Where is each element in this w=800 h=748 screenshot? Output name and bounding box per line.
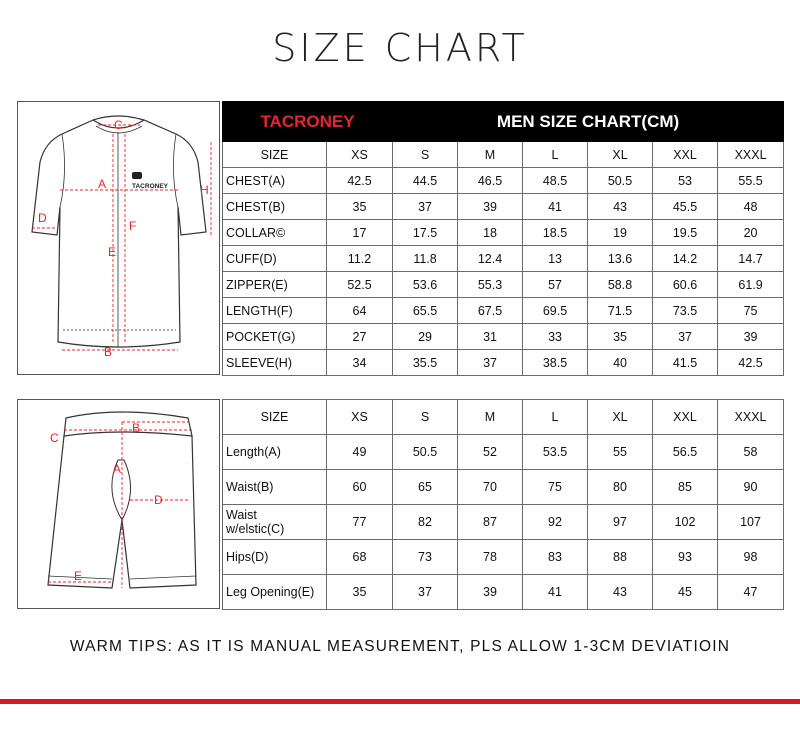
shorts-cell: 83 — [523, 540, 588, 575]
jersey-cell: 13.6 — [588, 246, 653, 272]
size-xs: XS — [327, 142, 393, 168]
shorts-cell: 50.5 — [393, 435, 458, 470]
shorts-cell: 35 — [327, 575, 393, 610]
jersey-cell: 11.2 — [327, 246, 393, 272]
shorts-row-label-line: Waist — [226, 508, 257, 522]
shorts-row-label-line: w/elstic(C) — [226, 522, 285, 536]
shorts-cell: 53.5 — [523, 435, 588, 470]
jersey-cell: 18 — [458, 220, 523, 246]
size-header: SIZE — [223, 142, 327, 168]
jersey-cell: 29 — [393, 324, 458, 350]
diagram-label-f: F — [129, 219, 137, 233]
jersey-row-label: CUFF(D) — [223, 246, 327, 272]
jersey-row — [223, 324, 784, 350]
jersey-cell: 37 — [393, 194, 458, 220]
brand-name: TACRONEY — [223, 102, 393, 142]
diagram-label-e: E — [108, 245, 117, 259]
shorts-illustration — [18, 400, 219, 608]
jersey-row — [223, 298, 784, 324]
jersey-cell: 12.4 — [458, 246, 523, 272]
jersey-row — [223, 194, 784, 220]
jersey-cell: 44.5 — [393, 168, 458, 194]
shorts-size-xs: XS — [327, 400, 393, 435]
jersey-row — [223, 220, 784, 246]
jersey-cell: 41 — [523, 194, 588, 220]
shorts-size-xxxl: XXXL — [718, 400, 784, 435]
jersey-cell: 38.5 — [523, 350, 588, 376]
jersey-cell: 19.5 — [653, 220, 718, 246]
warm-tips-note: WARM TIPS: AS IT IS MANUAL MEASUREMENT, PLS ALLOW 1-3CM DEVIATIOIN — [69, 638, 731, 655]
jersey-row — [223, 168, 784, 194]
shorts-cell: 70 — [458, 470, 523, 505]
shorts-cell: 37 — [393, 575, 458, 610]
diagram-label-h: H — [200, 183, 209, 197]
jersey-cell: 55.3 — [458, 272, 523, 298]
shorts-cell: 93 — [653, 540, 718, 575]
page-title: SIZE CHART — [272, 26, 528, 70]
shorts-cell: 45 — [653, 575, 718, 610]
shorts-cell: 65 — [393, 470, 458, 505]
diagram-label-a: A — [98, 177, 107, 191]
shorts-label-e: E — [74, 569, 83, 583]
shorts-row — [223, 505, 784, 540]
shorts-diagram — [17, 399, 220, 609]
jersey-row-label: CHEST(B) — [223, 194, 327, 220]
jersey-cell: 31 — [458, 324, 523, 350]
shorts-cell: 49 — [327, 435, 393, 470]
size-m: M — [458, 142, 523, 168]
red-divider — [0, 699, 800, 704]
size-l: L — [523, 142, 588, 168]
jersey-cell: 61.9 — [718, 272, 784, 298]
jersey-cell: 14.2 — [653, 246, 718, 272]
shorts-cell: 92 — [523, 505, 588, 540]
shorts-row — [223, 470, 784, 505]
jersey-cell: 37 — [653, 324, 718, 350]
shorts-cell: 90 — [718, 470, 784, 505]
jersey-illustration — [18, 102, 219, 374]
jersey-cell: 40 — [588, 350, 653, 376]
jersey-cell: 69.5 — [523, 298, 588, 324]
jersey-cell: 75 — [718, 298, 784, 324]
jersey-cell: 67.5 — [458, 298, 523, 324]
jersey-cell: 60.6 — [653, 272, 718, 298]
jersey-cell: 39 — [458, 194, 523, 220]
shorts-size-m: M — [458, 400, 523, 435]
shorts-cell: 58 — [718, 435, 784, 470]
jersey-cell: 53.6 — [393, 272, 458, 298]
shorts-size-xl: XL — [588, 400, 653, 435]
jersey-row-label: ZIPPER(E) — [223, 272, 327, 298]
shorts-cell: 39 — [458, 575, 523, 610]
shorts-size-table — [222, 399, 784, 610]
jersey-cell: 65.5 — [393, 298, 458, 324]
jersey-row — [223, 350, 784, 376]
shorts-cell: 56.5 — [653, 435, 718, 470]
shorts-cell: 41 — [523, 575, 588, 610]
size-xl: XL — [588, 142, 653, 168]
shorts-cell: 77 — [327, 505, 393, 540]
shorts-row-label: Length(A) — [223, 435, 327, 470]
jersey-cell: 64 — [327, 298, 393, 324]
jersey-cell: 17 — [327, 220, 393, 246]
jersey-cell: 46.5 — [458, 168, 523, 194]
jersey-cell: 35.5 — [393, 350, 458, 376]
diagram-label-b: B — [104, 345, 113, 359]
jersey-size-table — [222, 101, 784, 376]
shorts-cell: 78 — [458, 540, 523, 575]
shorts-cell: 107 — [718, 505, 784, 540]
jersey-cell: 41.5 — [653, 350, 718, 376]
shorts-cell: 68 — [327, 540, 393, 575]
jersey-cell: 48.5 — [523, 168, 588, 194]
jersey-cell: 33 — [523, 324, 588, 350]
jersey-cell: 45.5 — [653, 194, 718, 220]
shorts-cell: 82 — [393, 505, 458, 540]
shorts-row — [223, 575, 784, 610]
shorts-row-label: Hips(D) — [223, 540, 327, 575]
size-xxxl: XXXL — [718, 142, 784, 168]
shorts-cell: 75 — [523, 470, 588, 505]
jersey-row-label: LENGTH(F) — [223, 298, 327, 324]
jersey-diagram — [17, 101, 220, 375]
jersey-cell: 13 — [523, 246, 588, 272]
jersey-cell: 20 — [718, 220, 784, 246]
jersey-cell: 52.5 — [327, 272, 393, 298]
jersey-cell: 35 — [588, 324, 653, 350]
brand-logo-icon — [132, 172, 169, 190]
shorts-cell: 88 — [588, 540, 653, 575]
jersey-row-label: CHEST(A) — [223, 168, 327, 194]
shorts-cell: 43 — [588, 575, 653, 610]
shorts-cell: 80 — [588, 470, 653, 505]
shorts-label-c: C — [50, 431, 59, 445]
jersey-cell: 53 — [653, 168, 718, 194]
shorts-row — [223, 540, 784, 575]
jersey-cell: 43 — [588, 194, 653, 220]
shorts-cell: 52 — [458, 435, 523, 470]
shorts-size-xxl: XXL — [653, 400, 718, 435]
shorts-cell: 97 — [588, 505, 653, 540]
shorts-cell: 47 — [718, 575, 784, 610]
jersey-row — [223, 272, 784, 298]
jersey-cell: 48 — [718, 194, 784, 220]
jersey-cell: 57 — [523, 272, 588, 298]
jersey-cell: 27 — [327, 324, 393, 350]
shorts-row — [223, 435, 784, 470]
size-s: S — [393, 142, 458, 168]
shorts-size-l: L — [523, 400, 588, 435]
jersey-cell: 58.8 — [588, 272, 653, 298]
shorts-cell: 87 — [458, 505, 523, 540]
jersey-cell: 73.5 — [653, 298, 718, 324]
jersey-row-label: POCKET(G) — [223, 324, 327, 350]
jersey-row — [223, 246, 784, 272]
shorts-size-s: S — [393, 400, 458, 435]
shorts-label-a: A — [113, 462, 122, 476]
diagram-label-d: D — [38, 211, 47, 225]
jersey-cell: 19 — [588, 220, 653, 246]
logo-text: TACRONEY — [132, 183, 168, 190]
shorts-cell: 60 — [327, 470, 393, 505]
jersey-row-label: SLEEVE(H) — [223, 350, 327, 376]
chart-title: MEN SIZE CHART(CM) — [393, 102, 784, 142]
shorts-cell: 73 — [393, 540, 458, 575]
shorts-label-d: D — [154, 493, 163, 507]
shorts-row-label: Leg Opening(E) — [223, 575, 327, 610]
size-xxl: XXL — [653, 142, 718, 168]
jersey-cell: 50.5 — [588, 168, 653, 194]
diagram-label-c: C — [114, 118, 123, 132]
jersey-cell: 39 — [718, 324, 784, 350]
jersey-cell: 17.5 — [393, 220, 458, 246]
jersey-cell: 14.7 — [718, 246, 784, 272]
jersey-cell: 11.8 — [393, 246, 458, 272]
shorts-size-header: SIZE — [223, 400, 327, 435]
shorts-cell: 85 — [653, 470, 718, 505]
jersey-cell: 55.5 — [718, 168, 784, 194]
jersey-cell: 18.5 — [523, 220, 588, 246]
shorts-label-b: B — [132, 421, 141, 435]
jersey-cell: 42.5 — [718, 350, 784, 376]
jersey-row-label: COLLAR© — [223, 220, 327, 246]
shorts-cell: 102 — [653, 505, 718, 540]
jersey-cell: 42.5 — [327, 168, 393, 194]
jersey-cell: 37 — [458, 350, 523, 376]
shorts-cell: 55 — [588, 435, 653, 470]
jersey-cell: 34 — [327, 350, 393, 376]
jersey-cell: 71.5 — [588, 298, 653, 324]
jersey-cell: 35 — [327, 194, 393, 220]
shorts-row-label: Waist(B) — [223, 470, 327, 505]
shorts-row-label — [223, 505, 327, 540]
shorts-cell: 98 — [718, 540, 784, 575]
